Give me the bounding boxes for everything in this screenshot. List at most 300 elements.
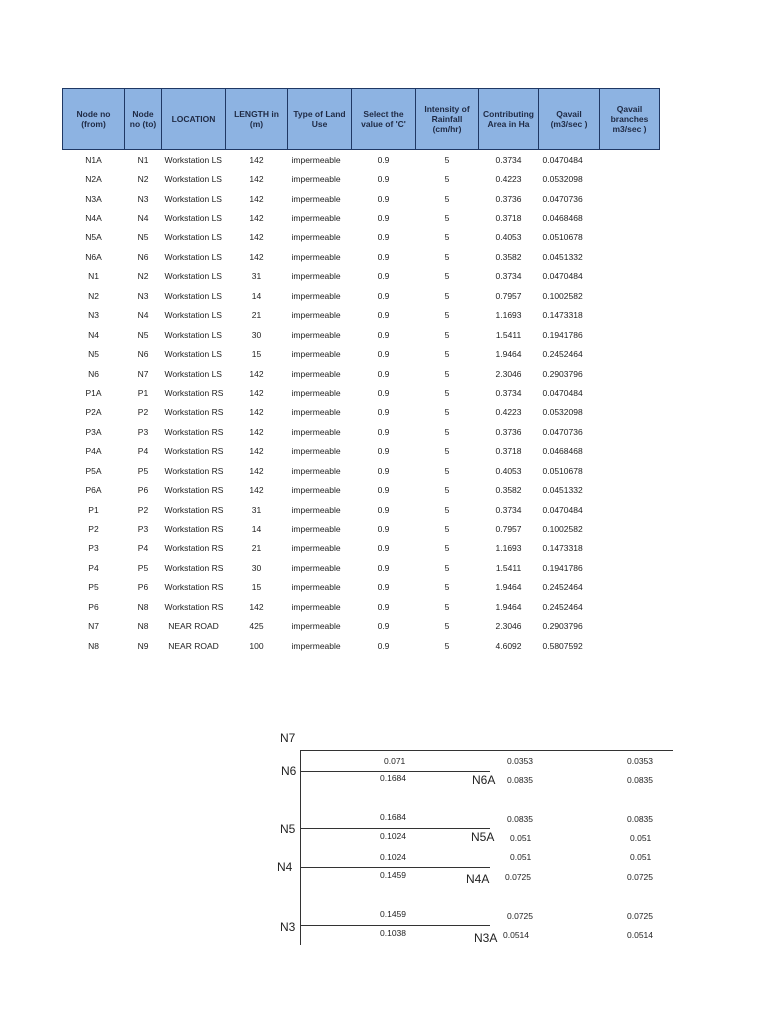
- cell-c-value: 0.9: [377, 251, 390, 262]
- cell-area: 0.3582: [495, 251, 522, 262]
- cell-node-from: N1A: [85, 154, 102, 165]
- cell-qavail-branches: [600, 150, 660, 170]
- cell-area: 0.3734: [495, 154, 522, 165]
- table-row: [63, 500, 665, 519]
- main-vertical-line: [300, 750, 301, 945]
- cell-qavail-branches: [600, 325, 660, 344]
- cell-rainfall: 5: [444, 349, 450, 360]
- cell-qavail-branches: [600, 578, 660, 597]
- cell-land-use: impermeable: [291, 271, 341, 282]
- cell-node-from: P6A: [85, 485, 102, 496]
- header-node-from: Node no (from): [63, 89, 125, 150]
- cell-rainfall: 5: [444, 446, 450, 457]
- cell-qavail: 0.0470484: [542, 271, 583, 282]
- cell-location: Workstation RS: [164, 601, 224, 612]
- cell-node-from: P4A: [85, 446, 102, 457]
- branch-value: 0.0514: [627, 930, 653, 940]
- cell-c-value: 0.9: [377, 485, 390, 496]
- cell-node-from: P1: [88, 504, 99, 515]
- table-row: [63, 150, 665, 170]
- cell-c-value: 0.9: [377, 426, 390, 437]
- cell-rainfall: 5: [444, 174, 450, 185]
- cell-length: 142: [249, 154, 264, 165]
- cell-land-use: impermeable: [291, 485, 341, 496]
- cell-c-value: 0.9: [377, 368, 390, 379]
- cell-land-use: impermeable: [291, 368, 341, 379]
- cell-qavail: 0.0451332: [542, 251, 583, 262]
- table-row: [63, 189, 665, 208]
- branch-value: 0.1459: [380, 870, 406, 880]
- cell-length: 15: [251, 349, 262, 360]
- cell-qavail-branches: [600, 208, 660, 227]
- table-header-row: [63, 89, 665, 150]
- cell-qavail-branches: [600, 228, 660, 247]
- cell-c-value: 0.9: [377, 524, 390, 535]
- branch-value: 0.051: [510, 852, 532, 862]
- cell-area: 1.9464: [495, 349, 522, 360]
- header-rainfall: Intensity of Rainfall (cm/hr): [416, 89, 479, 150]
- cell-c-value: 0.9: [377, 154, 390, 165]
- header-node-to: Node no (to): [125, 89, 162, 150]
- cell-node-to: N3: [137, 290, 149, 301]
- cell-rainfall: 5: [444, 504, 450, 515]
- cell-node-from: N4A: [85, 213, 102, 224]
- cell-area: 0.7957: [495, 290, 522, 301]
- n4-line: [300, 867, 490, 868]
- cell-area: 0.3734: [495, 504, 522, 515]
- cell-node-from: N2: [88, 290, 99, 301]
- cell-c-value: 0.9: [377, 271, 390, 282]
- cell-qavail-branches: [600, 500, 660, 519]
- cell-rainfall: 5: [444, 193, 450, 204]
- cell-land-use: impermeable: [291, 232, 341, 243]
- cell-length: 21: [251, 310, 262, 321]
- cell-node-to: N3: [137, 193, 149, 204]
- cell-rainfall: 5: [444, 368, 450, 379]
- cell-length: 30: [251, 562, 262, 573]
- cell-rainfall: 5: [444, 213, 450, 224]
- cell-land-use: impermeable: [291, 465, 341, 476]
- cell-area: 1.1693: [495, 310, 522, 321]
- cell-length: 142: [249, 213, 264, 224]
- branch-value: 0.0835: [627, 814, 653, 824]
- cell-land-use: impermeable: [291, 387, 341, 398]
- cell-qavail-branches: [600, 461, 660, 480]
- cell-node-to: N1: [137, 154, 149, 165]
- cell-node-from: N5: [88, 349, 99, 360]
- cell-qavail-branches: [600, 442, 660, 461]
- cell-length: 100: [249, 640, 264, 651]
- cell-length: 30: [251, 329, 262, 340]
- cell-rainfall: 5: [444, 271, 450, 282]
- branch-value: 0.0514: [503, 930, 529, 940]
- cell-qavail-branches: [600, 558, 660, 577]
- cell-c-value: 0.9: [377, 465, 390, 476]
- cell-length: 21: [251, 543, 262, 554]
- table-row: [63, 344, 665, 363]
- cell-land-use: impermeable: [291, 174, 341, 185]
- cell-c-value: 0.9: [377, 213, 390, 224]
- cell-node-to: N2: [137, 271, 149, 282]
- cell-length: 142: [249, 601, 264, 612]
- cell-qavail-branches: [600, 247, 660, 266]
- branch-value: 0.1459: [380, 909, 406, 919]
- cell-rainfall: 5: [444, 582, 450, 593]
- branch-value: 0.1024: [380, 852, 406, 862]
- branch-value: 0.0835: [507, 814, 533, 824]
- cell-location: Workstation RS: [164, 582, 224, 593]
- table-row: [63, 461, 665, 480]
- branch-value: 0.0725: [507, 911, 533, 921]
- cell-node-from: P3A: [85, 426, 102, 437]
- cell-qavail-branches: [600, 403, 660, 422]
- table-row: [63, 539, 665, 558]
- branch-value: 0.1038: [380, 928, 406, 938]
- cell-qavail: 0.1941786: [542, 329, 583, 340]
- cell-node-from: P1A: [85, 387, 102, 398]
- cell-rainfall: 5: [444, 387, 450, 398]
- cell-area: 1.1693: [495, 543, 522, 554]
- cell-rainfall: 5: [444, 465, 450, 476]
- cell-area: 0.3736: [495, 193, 522, 204]
- cell-qavail-branches: [600, 286, 660, 305]
- cell-area: 0.4223: [495, 407, 522, 418]
- cell-location: Workstation RS: [164, 387, 224, 398]
- cell-location: Workstation LS: [164, 329, 222, 340]
- branch-value: 0.0835: [507, 775, 533, 785]
- cell-qavail: 0.2903796: [542, 621, 583, 632]
- cell-node-to: N8: [137, 621, 149, 632]
- cell-location: Workstation RS: [164, 465, 224, 476]
- table-row: [63, 636, 665, 655]
- branch-value: 0.1684: [380, 812, 406, 822]
- node-n7-label: N7: [280, 731, 296, 745]
- cell-location: Workstation RS: [164, 485, 224, 496]
- table-row: [63, 208, 665, 227]
- node-n6a-label: N6A: [472, 773, 496, 787]
- cell-location: Workstation LS: [164, 310, 222, 321]
- cell-length: 142: [249, 387, 264, 398]
- cell-qavail-branches: [600, 306, 660, 325]
- cell-node-to: N6: [137, 251, 149, 262]
- cell-area: 2.3046: [495, 368, 522, 379]
- cell-node-to: P1: [137, 387, 149, 398]
- cell-c-value: 0.9: [377, 504, 390, 515]
- cell-land-use: impermeable: [291, 621, 341, 632]
- cell-area: 4.6092: [495, 640, 522, 651]
- cell-node-from: N5A: [85, 232, 102, 243]
- cell-length: 142: [249, 426, 264, 437]
- cell-location: Workstation RS: [164, 543, 224, 554]
- cell-qavail-branches: [600, 422, 660, 441]
- cell-qavail: 0.0468468: [542, 213, 583, 224]
- cell-length: 142: [249, 465, 264, 476]
- cell-qavail: 0.0470736: [542, 426, 583, 437]
- cell-node-from: P4: [88, 562, 99, 573]
- cell-land-use: impermeable: [291, 213, 341, 224]
- cell-area: 1.9464: [495, 582, 522, 593]
- cell-length: 14: [251, 290, 262, 301]
- cell-node-to: P2: [137, 504, 149, 515]
- cell-qavail: 0.0470484: [542, 154, 583, 165]
- cell-length: 142: [249, 232, 264, 243]
- cell-location: Workstation LS: [164, 154, 222, 165]
- cell-node-to: P5: [137, 562, 149, 573]
- cell-c-value: 0.9: [377, 446, 390, 457]
- cell-area: 0.4053: [495, 232, 522, 243]
- cell-c-value: 0.9: [377, 349, 390, 360]
- table-row: [63, 306, 665, 325]
- cell-area: 1.5411: [495, 329, 522, 340]
- n6-line: [300, 771, 490, 772]
- cell-rainfall: 5: [444, 251, 450, 262]
- table-row: [63, 383, 665, 402]
- cell-node-to: P5: [137, 465, 149, 476]
- cell-node-from: P5: [88, 582, 99, 593]
- table-row: [63, 578, 665, 597]
- node-n4-label: N4: [277, 860, 293, 874]
- branch-value: 0.1684: [380, 773, 406, 783]
- cell-node-to: N8: [137, 601, 149, 612]
- cell-node-to: P6: [137, 485, 149, 496]
- table-row: [63, 558, 665, 577]
- cell-land-use: impermeable: [291, 524, 341, 535]
- cell-node-to: N4: [137, 310, 149, 321]
- cell-length: 142: [249, 174, 264, 185]
- cell-qavail: 0.0470484: [542, 387, 583, 398]
- branch-value: 0.071: [384, 756, 406, 766]
- cell-node-to: P4: [137, 543, 149, 554]
- cell-c-value: 0.9: [377, 601, 390, 612]
- cell-node-to: P6: [137, 582, 149, 593]
- cell-node-to: N2: [137, 174, 149, 185]
- cell-area: 0.4053: [495, 465, 522, 476]
- cell-length: 142: [249, 446, 264, 457]
- cell-length: 14: [251, 524, 262, 535]
- cell-land-use: impermeable: [291, 562, 341, 573]
- cell-node-from: P5A: [85, 465, 102, 476]
- cell-qavail: 0.0468468: [542, 446, 583, 457]
- cell-length: 142: [249, 485, 264, 496]
- table-body: [63, 150, 665, 656]
- cell-qavail-branches: [600, 597, 660, 616]
- cell-c-value: 0.9: [377, 232, 390, 243]
- cell-rainfall: 5: [444, 601, 450, 612]
- branch-value: 0.0725: [505, 872, 531, 882]
- table-row: [63, 247, 665, 266]
- cell-length: 142: [249, 251, 264, 262]
- cell-land-use: impermeable: [291, 543, 341, 554]
- cell-c-value: 0.9: [377, 562, 390, 573]
- cell-node-to: N6: [137, 349, 149, 360]
- cell-land-use: impermeable: [291, 601, 341, 612]
- cell-land-use: impermeable: [291, 426, 341, 437]
- cell-qavail: 0.1473318: [542, 543, 583, 554]
- cell-location: Workstation LS: [164, 213, 222, 224]
- table-row: [63, 403, 665, 422]
- cell-rainfall: 5: [444, 524, 450, 535]
- cell-qavail: 0.2452464: [542, 601, 583, 612]
- cell-qavail-branches: [600, 636, 660, 655]
- cell-rainfall: 5: [444, 562, 450, 573]
- n3-line: [300, 925, 490, 926]
- cell-node-from: P2: [88, 524, 99, 535]
- cell-qavail-branches: [600, 617, 660, 636]
- cell-location: Workstation RS: [164, 524, 224, 535]
- cell-qavail: 0.0470484: [542, 504, 583, 515]
- header-qavail: Qavail (m3/sec ): [539, 89, 600, 150]
- cell-length: 142: [249, 368, 264, 379]
- cell-location: Workstation RS: [164, 407, 224, 418]
- cell-qavail-branches: [600, 539, 660, 558]
- cell-location: Workstation LS: [164, 290, 222, 301]
- cell-length: 142: [249, 407, 264, 418]
- cell-land-use: impermeable: [291, 349, 341, 360]
- drainage-table: [62, 88, 664, 655]
- cell-node-from: N3A: [85, 193, 102, 204]
- cell-location: Workstation RS: [164, 562, 224, 573]
- cell-qavail: 0.0532098: [542, 407, 583, 418]
- cell-qavail: 0.0532098: [542, 174, 583, 185]
- cell-node-from: N8: [88, 640, 99, 651]
- top-line: [300, 750, 673, 751]
- node-n4a-label: N4A: [466, 872, 490, 886]
- cell-node-to: P2: [137, 407, 149, 418]
- cell-length: 31: [251, 504, 262, 515]
- cell-node-to: P3: [137, 426, 149, 437]
- cell-node-from: P2A: [85, 407, 102, 418]
- cell-location: Workstation RS: [164, 426, 224, 437]
- branch-value: 0.1024: [380, 831, 406, 841]
- cell-c-value: 0.9: [377, 543, 390, 554]
- cell-land-use: impermeable: [291, 407, 341, 418]
- cell-length: 15: [251, 582, 262, 593]
- cell-qavail: 0.0510678: [542, 465, 583, 476]
- branch-value: 0.0835: [627, 775, 653, 785]
- cell-area: 0.4223: [495, 174, 522, 185]
- header-location: LOCATION: [162, 89, 226, 150]
- cell-rainfall: 5: [444, 290, 450, 301]
- cell-qavail: 0.1002582: [542, 290, 583, 301]
- cell-location: Workstation LS: [164, 271, 222, 282]
- cell-area: 0.3718: [495, 213, 522, 224]
- cell-area: 2.3046: [495, 621, 522, 632]
- branch-value: 0.0725: [627, 911, 653, 921]
- cell-location: Workstation LS: [164, 349, 222, 360]
- cell-node-to: N5: [137, 232, 149, 243]
- header-area: Contributing Area in Ha: [479, 89, 539, 150]
- cell-location: Workstation RS: [164, 504, 224, 515]
- cell-rainfall: 5: [444, 232, 450, 243]
- table-row: [63, 267, 665, 286]
- cell-location: Workstation LS: [164, 368, 222, 379]
- cell-qavail: 0.0510678: [542, 232, 583, 243]
- cell-c-value: 0.9: [377, 174, 390, 185]
- cell-qavail-branches: [600, 267, 660, 286]
- cell-area: 0.3718: [495, 446, 522, 457]
- cell-c-value: 0.9: [377, 621, 390, 632]
- cell-c-value: 0.9: [377, 329, 390, 340]
- cell-rainfall: 5: [444, 426, 450, 437]
- cell-node-to: P3: [137, 524, 149, 535]
- table-row: [63, 617, 665, 636]
- branch-value: 0.051: [510, 833, 532, 843]
- cell-land-use: impermeable: [291, 640, 341, 651]
- cell-c-value: 0.9: [377, 290, 390, 301]
- table-row: [63, 364, 665, 383]
- cell-c-value: 0.9: [377, 387, 390, 398]
- cell-qavail-branches: [600, 344, 660, 363]
- cell-qavail-branches: [600, 169, 660, 188]
- cell-qavail: 0.0451332: [542, 485, 583, 496]
- cell-rainfall: 5: [444, 310, 450, 321]
- cell-node-from: P3: [88, 543, 99, 554]
- cell-land-use: impermeable: [291, 504, 341, 515]
- cell-rainfall: 5: [444, 485, 450, 496]
- cell-land-use: impermeable: [291, 582, 341, 593]
- cell-qavail-branches: [600, 383, 660, 402]
- node-n3-label: N3: [280, 920, 296, 934]
- cell-node-from: N2A: [85, 174, 102, 185]
- cell-node-to: P4: [137, 446, 149, 457]
- table-row: [63, 169, 665, 188]
- cell-qavail-branches: [600, 364, 660, 383]
- table-row: [63, 442, 665, 461]
- cell-qavail-branches: [600, 480, 660, 499]
- header-qavail-branches: Qavail branches m3/sec ): [600, 89, 660, 150]
- cell-node-from: N3: [88, 310, 99, 321]
- cell-qavail: 0.0470736: [542, 193, 583, 204]
- cell-rainfall: 5: [444, 640, 450, 651]
- cell-node-from: N1: [88, 271, 99, 282]
- header-land-use: Type of Land Use: [288, 89, 352, 150]
- cell-qavail: 0.2452464: [542, 349, 583, 360]
- cell-land-use: impermeable: [291, 193, 341, 204]
- branch-value: 0.0353: [627, 756, 653, 766]
- branch-value: 0.0353: [507, 756, 533, 766]
- cell-node-from: N4: [88, 329, 99, 340]
- header-length: LENGTH in (m): [226, 89, 288, 150]
- cell-c-value: 0.9: [377, 193, 390, 204]
- cell-land-use: impermeable: [291, 446, 341, 457]
- cell-land-use: impermeable: [291, 329, 341, 340]
- cell-qavail: 0.2903796: [542, 368, 583, 379]
- cell-location: NEAR ROAD: [168, 621, 219, 632]
- cell-qavail: 0.5807592: [542, 640, 583, 651]
- cell-node-from: N6: [88, 368, 99, 379]
- cell-rainfall: 5: [444, 329, 450, 340]
- cell-length: 425: [249, 621, 264, 632]
- cell-location: NEAR ROAD: [168, 640, 219, 651]
- node-n6-label: N6: [281, 764, 297, 778]
- node-n5-label: N5: [280, 822, 296, 836]
- cell-location: Workstation LS: [164, 232, 222, 243]
- cell-location: Workstation LS: [164, 174, 222, 185]
- cell-qavail-branches: [600, 519, 660, 538]
- cell-qavail: 0.2452464: [542, 582, 583, 593]
- table-row: [63, 519, 665, 538]
- table-row: [63, 597, 665, 616]
- cell-qavail: 0.1941786: [542, 562, 583, 573]
- cell-rainfall: 5: [444, 154, 450, 165]
- table-row: [63, 325, 665, 344]
- cell-location: Workstation LS: [164, 193, 222, 204]
- cell-area: 0.3736: [495, 426, 522, 437]
- cell-rainfall: 5: [444, 543, 450, 554]
- header-c-value: Select the value of 'C': [352, 89, 416, 150]
- cell-node-from: N7: [88, 621, 99, 632]
- cell-area: 0.3582: [495, 485, 522, 496]
